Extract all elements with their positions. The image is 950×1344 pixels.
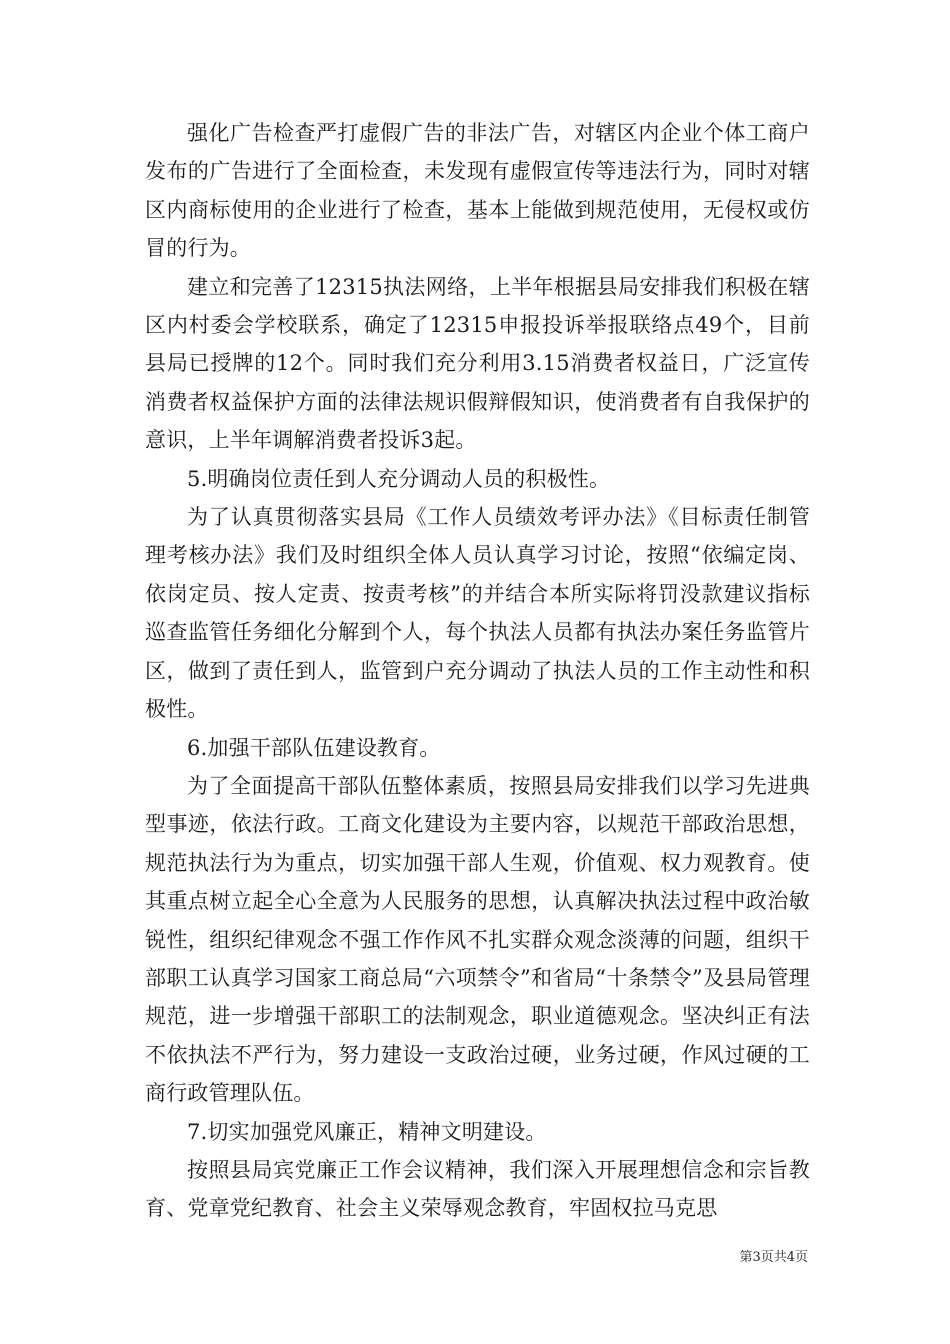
paragraph-12315-network: 建立和完善了12315执法网络，上半年根据县局安排我们积极在辖区内村委会学校联系，确定了12315申报投诉举报联络点49个，目前县局已授牌的12个。同时我们充分利用3.15消费者权益日，广泛宣传消费者权益保护方面的法律法规识假辩假知识，使消费者有自我保护的意识，上半年调解消费者投诉3起。 <box>145 274 810 453</box>
section-heading-6: 6.加强干部队伍建设教育。 <box>187 735 441 760</box>
document-body <box>145 114 810 1228</box>
paragraph-ad-inspection: 强化广告检查严打虚假广告的非法广告，对辖区内企业个体工商户发布的广告进行了全面检查，未发现有虚假宣传等违法行为，同时对辖区内商标使用的企业进行了检查，基本上能做到规范使用，无侵权或仿冒的行为。 <box>145 121 810 261</box>
paragraph-cadre-education: 为了全面提高干部队伍整体素质，按照县局安排我们以学习先进典型事迹，依法行政。工商文化建设为主要内容，以规范干部政治思想，规范执法行为为重点，切实加强干部人生观，价值观、权力观教育。使其重点树立起全心全意为人民服务的思想，认真解决执法过程中政治敏锐性，组织纪律观念不强工作作风不扎实群众观念淡薄的问题，组织干部职工认真学习国家工商总局“六项禁令”和省局“十条禁令”及县局管理规范，进一步增强干部职工的法制观念，职业道德观念。坚决纠正有法不依执法不严行为，努力建设一支政治过硬，业务过硬，作风过硬的工商行政管理队伍。 <box>145 773 810 1106</box>
section-heading-7: 7.切实加强党风廉正，精神文明建设。 <box>187 1119 547 1144</box>
section-heading-5: 5.明确岗位责任到人充分调动人员的积极性。 <box>187 466 611 491</box>
paragraph-party-conduct: 按照县局宾党廉正工作会议精神，我们深入开展理想信念和宗旨教育、党章党纪教育、社会主义荣辱观念教育，牢固权拉马克思 <box>145 1157 810 1221</box>
page-number: 第3页共4页 <box>739 1250 808 1265</box>
paragraph-responsibility: 为了认真贯彻落实县局《工作人员绩效考评办法》《目标责任制管理考核办法》我们及时组织全体人员认真学习讨论，按照“依编定岗、依岗定员、按人定责、按责考核”的并结合本所实际将罚没款建议指标巡查监管任务细化分解到个人，每个执法人员都有执法办案任务监管片区，做到了责任到人，监管到户充分调动了执法人员的工作主动性和积极性。 <box>145 505 810 722</box>
